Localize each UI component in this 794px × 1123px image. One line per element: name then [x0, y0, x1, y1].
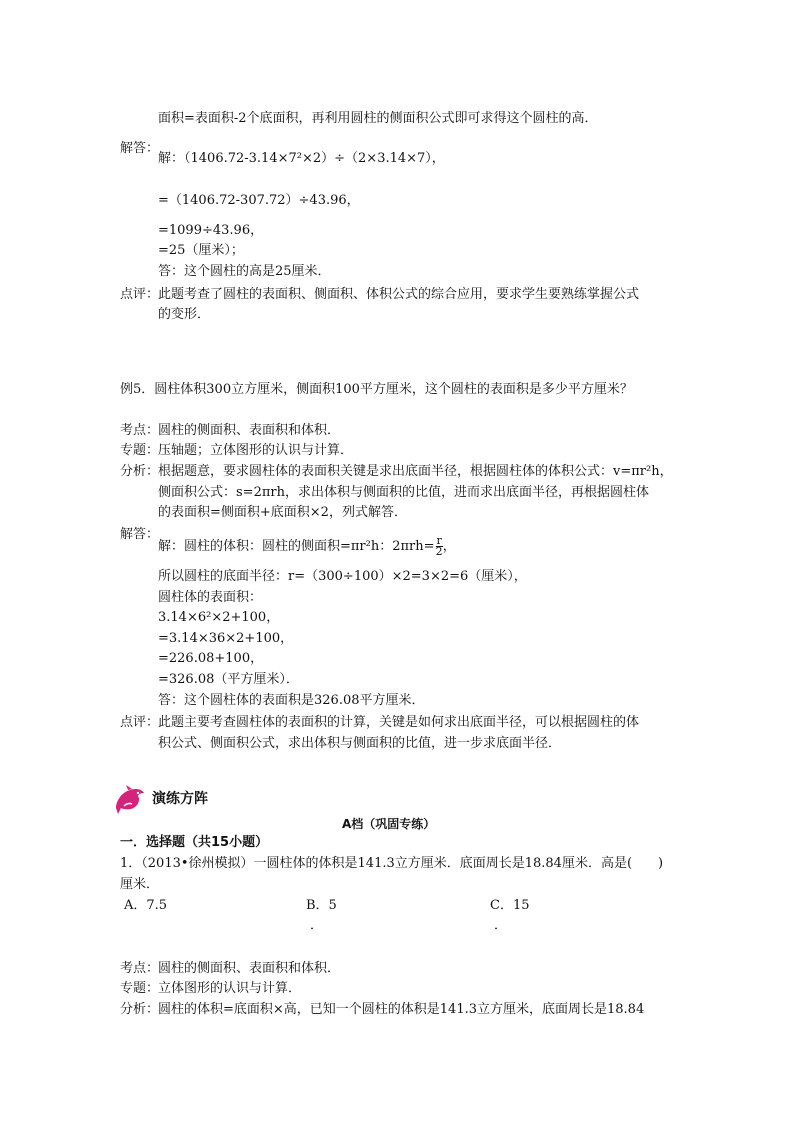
ex5-fx-label: 分析：	[120, 464, 160, 479]
practice-heading: 演练方阵	[152, 791, 208, 807]
practice-subheading: A档（巩固专练）	[342, 817, 436, 831]
ex5-fraction-num: r	[436, 534, 442, 547]
ex5-kd: 圆柱的侧面积、表面积和体积．	[158, 423, 341, 438]
option-c[interactable]: C．15	[490, 898, 530, 913]
ex5-answer-7: =326.08（平方厘米）．	[158, 672, 299, 687]
prev-comment-1: 此题考查了圆柱的表面积、侧面积、体积公式的综合应用，要求学生要熟练掌握公式	[158, 287, 640, 302]
q1-zt-label: 专题：	[120, 981, 160, 996]
ex5-answer-3: 圆柱体的表面积：	[158, 590, 263, 605]
ex5-fx-2: 侧面积公式：s=2πrh，求出体积与侧面积的比值，进而求出底面半径，再根据圆柱体	[158, 485, 649, 500]
prev-answer-label: 解答：	[120, 141, 160, 156]
q1-zt: 立体图形的认识与计算．	[158, 981, 302, 996]
ex5-answer-1-text: 解：圆柱的体积：圆柱的侧面积=πr²h：2πrh=	[158, 539, 435, 554]
q1-kd-label: 考点：	[120, 961, 160, 976]
ex5-zt-label: 专题：	[120, 443, 160, 458]
ex5-answer-2: 所以圆柱的底面半径：r=（300÷100）×2=3×2=6（厘米），	[158, 569, 527, 584]
option-b[interactable]: B．5	[306, 898, 337, 913]
prev-answer-2: =（1406.72-307.72）÷43.96，	[158, 193, 360, 208]
ex5-zt: 压轴题；立体图形的认识与计算．	[158, 443, 354, 458]
ex5-answer-label: 解答：	[120, 527, 160, 542]
prev-answer-5: 答：这个圆柱的高是25厘米．	[158, 264, 331, 279]
example5-question: 例5．圆柱体积300立方厘米，侧面积100平方厘米，这个圆柱的表面积是多少平方厘米？	[120, 382, 633, 397]
q1-line-2: 厘米．	[120, 877, 160, 892]
ex5-answer-1-tail: ，	[442, 539, 456, 554]
ex5-fx-3: 的表面积=侧面积+底面积×2，列式解答．	[158, 505, 407, 520]
q1-line-1: 1．（2013•徐州模拟）一圆柱体的体积是141.3立方厘米．底面周长是18.84厘米．高是( )	[120, 856, 664, 871]
q1-kd: 圆柱的侧面积、表面积和体积．	[158, 961, 341, 976]
dolphin-icon	[112, 784, 146, 818]
ex5-answer-6: =226.08+100，	[158, 651, 264, 666]
prev-answer-1: 解：（1406.72-3.14×7²×2）÷（2×3.14×7），	[158, 151, 445, 166]
ex5-answer-5: =3.14×36×2+100，	[158, 631, 294, 646]
section-title: 一．选择题（共15小题）	[120, 835, 269, 850]
ex5-answer-1	[158, 534, 456, 560]
prev-answer-4: =25（厘米）；	[158, 243, 244, 258]
prev-comment-label: 点评：	[120, 287, 160, 302]
ex5-fx-1: 根据题意，要求圆柱体的表面积关键是求出底面半径，根据圆柱体的体积公式：v=πr²h，	[158, 464, 673, 479]
q1-fx-label: 分析：	[120, 1002, 160, 1017]
ex5-comment-label: 点评：	[120, 715, 160, 730]
prev-comment-2: 的变形．	[158, 307, 211, 322]
option-b-dot: ．	[310, 918, 324, 933]
prev-line1: 面积=表面积-2个底面积，再利用圆柱的侧面积公式即可求得这个圆柱的高．	[158, 111, 598, 126]
ex5-kd-label: 考点：	[120, 423, 160, 438]
ex5-answer-8: 答：这个圆柱体的表面积是326.08平方厘米．	[158, 693, 425, 708]
ex5-fraction-den: 2	[435, 545, 443, 558]
ex5-comment-1: 此题主要考查圆柱体的表面积的计算，关键是如何求出底面半径，可以根据圆柱的体	[158, 715, 640, 730]
ex5-fraction	[436, 536, 443, 557]
q1-fx-1: 圆柱的体积=底面积×高，已知一个圆柱的体积是141.3立方厘米，底面周长是18.84	[158, 1002, 645, 1017]
option-a[interactable]: A．7.5	[124, 898, 168, 913]
ex5-answer-4: 3.14×6²×2+100，	[158, 610, 280, 625]
prev-answer-3: =1099÷43.96，	[158, 223, 264, 238]
option-c-dot: ．	[494, 918, 508, 933]
ex5-comment-2: 积公式、侧面积公式，求出体积与侧面积的比值，进一步求底面半径．	[158, 736, 562, 751]
